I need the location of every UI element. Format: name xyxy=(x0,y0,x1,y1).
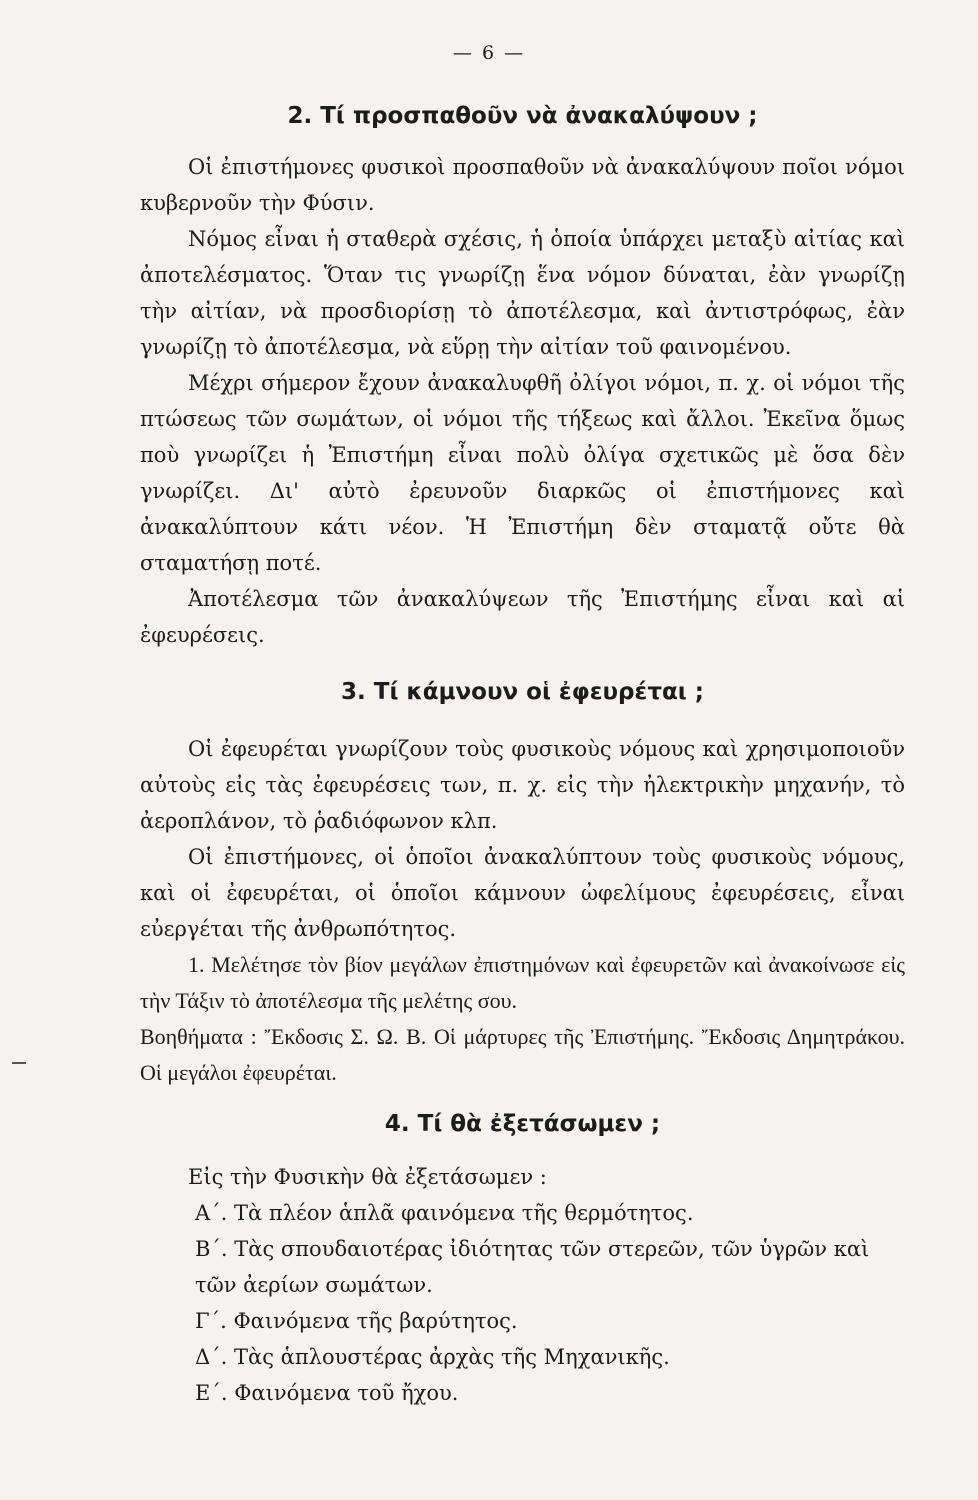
topic-text: Φαινόμενα τῆς βαρύτητος. xyxy=(233,1309,518,1333)
topic-item xyxy=(140,1195,905,1231)
reference-aids: Βοηθήματα : Ἔκδοσις Σ. Ω. Β. Οἱ μάρτυρες τῆς Ἐπιστήμης. Ἔκδοσις Δημητράκου. Οἱ μεγάλοι ἐφευρέται. xyxy=(140,1024,905,1085)
topic-number: Ε΄. xyxy=(195,1381,228,1405)
page-content xyxy=(140,95,905,1411)
page-number: — 6 — xyxy=(452,42,526,64)
topic-item xyxy=(140,1303,905,1339)
topic-text: Τὰς σπουδαιοτέρας ἰδιότητας τῶν στερεῶν, τῶν ὑγρῶν καὶ τῶν ἀερίων σωμάτων. xyxy=(195,1237,870,1297)
topic-number: Γ΄. xyxy=(195,1309,227,1333)
section-3-heading: 3. Τί κάμνουν οἱ ἐφευρέται ; xyxy=(341,679,704,705)
section-2-paragraph-2: Νόμος εἶναι ἡ σταθερὰ σχέσις, ἡ ὁποία ὑπάρχει μεταξὺ αἰτίας καὶ ἀποτελέσματος. Ὅταν τις γνωρίζῃ ἕνα νόμον δύναται, ἐὰν γνωρίζῃ τὴν αἰτίαν, νὰ προσδιορίσῃ τὸ ἀποτέλεσμα, καὶ ἀντιστρόφως, ἐὰν γνωρίζῃ τὸ ἀποτέλεσμα, νὰ εὕρῃ τὴν αἰτίαν τοῦ φαινομένου. xyxy=(140,227,905,359)
topic-item xyxy=(140,1375,905,1411)
section-2-paragraph-1: Οἱ ἐπιστήμονες φυσικοὶ προσπαθοῦν νὰ ἀνακαλύψουν ποῖοι νόμοι κυβερνοῦν τὴν Φύσιν. xyxy=(140,155,905,215)
section-2-paragraph-4: Ἀποτέλεσμα τῶν ἀνακαλύψεων τῆς Ἐπιστήμης εἶναι καὶ αἱ ἐφευρέσεις. xyxy=(140,587,905,647)
section-3-paragraph-1: Οἱ ἐφευρέται γνωρίζουν τοὺς φυσικοὺς νόμους καὶ χρησιμοποιοῦν αὐτοὺς εἰς τὰς ἐφευρέσεις των, π. χ. εἰς τὴν ἠλεκτρικὴν μηχανήν, τὸ ἀεροπλάνον, τὸ ῥαδιόφωνον κλπ. xyxy=(140,737,905,833)
exercise-text: 1. Μελέτησε τὸν βίον μεγάλων ἐπιστημόνων καὶ ἐφευρετῶν καὶ ἀνακοίνωσε εἰς τὴν Τάξιν τὸ ἀποτέλεσμα τῆς μελέτης σου. xyxy=(140,952,905,1013)
section-4-intro: Εἰς τὴν Φυσικὴν θὰ ἐξετάσωμεν : xyxy=(188,1165,547,1189)
topic-item xyxy=(140,1339,905,1375)
topic-number: Δ΄. xyxy=(195,1345,228,1369)
topic-item xyxy=(140,1231,905,1303)
topic-list xyxy=(140,1195,905,1411)
section-2-paragraph-3: Μέχρι σήμερον ἔχουν ἀνακαλυφθῆ ὀλίγοι νόμοι, π. χ. οἱ νόμοι τῆς πτώσεως τῶν σωμάτων, οἱ νόμοι τῆς τήξεως καὶ ἄλλοι. Ἐκεῖνα ὅμως ποὺ γνωρίζει ἡ Ἐπιστήμη εἶναι πολὺ ὀλίγα σχετικῶς μὲ ὅσα δὲν γνωρίζει. Δι' αὐτὸ ἐρευνοῦν διαρκῶς οἱ ἐπιστήμονες καὶ ἀνακαλύπτουν κάτι νέον. Ἡ Ἐπιστήμη δὲν σταματᾷ οὔτε θὰ σταματήσῃ ποτέ. xyxy=(140,371,905,575)
topic-number: Β΄. xyxy=(195,1237,228,1261)
section-3-paragraph-2: Οἱ ἐπιστήμονες, οἱ ὁποῖοι ἀνακαλύπτουν τοὺς φυσικοὺς νόμους, καὶ οἱ ἐφευρέται, οἱ ὁποῖοι κάμνουν ὠφελίμους ἐφευρέσεις, εἶναι εὐεργέται τῆς ἀνθρωπότητος. xyxy=(140,845,905,941)
margin-mark xyxy=(12,1062,26,1064)
topic-text: Φαινόμενα τοῦ ἤχου. xyxy=(234,1381,459,1405)
topic-text: Τὰ πλέον ἁπλᾶ φαινόμενα τῆς θερμότητος. xyxy=(234,1201,694,1225)
topic-text: Τὰς ἁπλουστέρας ἀρχὰς τῆς Μηχανικῆς. xyxy=(234,1345,670,1369)
section-4-heading: 4. Τί θὰ ἐξετάσωμεν ; xyxy=(384,1111,661,1137)
section-2-heading: 2. Τί προσπαθοῦν νὰ ἀνακαλύψουν ; xyxy=(287,103,758,129)
topic-number: Α΄. xyxy=(195,1201,228,1225)
